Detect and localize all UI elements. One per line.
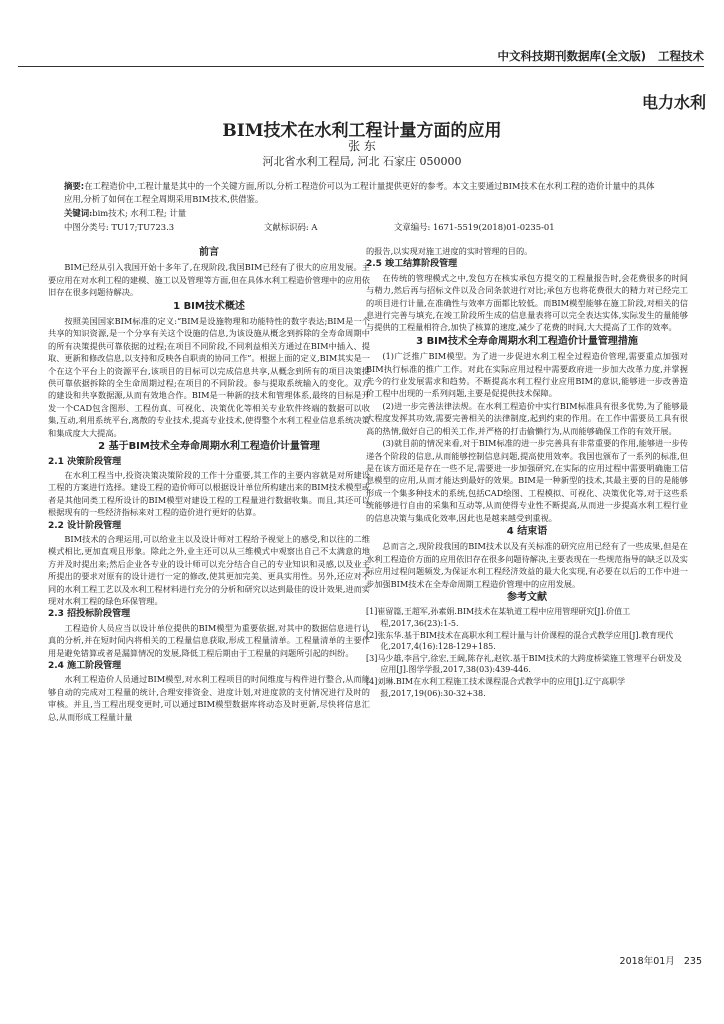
section-2-3-text: 工程造价人员应当以设计单位提供的BIM模型为重要依据,对其中的数据信息进行认真的分析,并在短时间内将相关的工程量信息获取,形成工程量清单。工程量清单的主要作用是避免错算或者是漏算情况的发展,降低工程后期由于工程量的问题所引起的纠纷。: [48, 622, 370, 658]
section-1-heading: 1 BIM技术概述: [173, 300, 245, 312]
reference-item: [1]崔留篇,王超军,孙素娟.BIM技术在某轨道工程中应用管理研究[J].价值工程,2017,36(23):1-5.: [366, 607, 631, 628]
section-3-item-2: (2)进一步完善法律法规。在水利工程造价中实行BIM标准具有很多优势,为了能够最大程度发挥其功效,需要完善相关的法律制度,起到约束的作用。在工作中需要员工具有很高的热情,做好自己的相关工作,并严格的打击偷懒行为,从而能够确保工作的有效开展。: [366, 400, 688, 436]
right-column: [366, 245, 688, 699]
article-meta: [64, 221, 662, 233]
page-footer: [620, 953, 702, 967]
header-rule: [18, 66, 704, 67]
affiliation: 河北省水利工程局, 河北 石家庄 050000: [262, 155, 462, 168]
section-4-text: 总而言之,现阶段我国的BIM技术以及有关标准的研究应用已经有了一些成果,但是在水利工程造价方面的应用依旧存在很多问题待解决,主要表现在一些规范指导的缺乏以及实际应用过程问题频发,为保证水利工程经济效益的最大化实现,有必要在以后的工作中进一步加强BIM技术在全寿命周期工程造价管理中的应用发展。: [366, 541, 688, 589]
references-heading: 参考文献: [507, 591, 547, 603]
section-2-heading: 2 基于BIM技术全寿命周期水利工程造价计量管理: [98, 441, 320, 453]
section-2-4-heading: 2.4 施工阶段管理: [48, 661, 122, 671]
section-3-heading: 3 BIM技术全寿命周期水利工程造价计量管理措施: [416, 335, 638, 347]
issue-date: 2018年01月: [619, 956, 675, 967]
section-3-item-1: (1)广泛推广BIM模型。为了进一步促进水利工程全过程造价管理,需要重点加强对BIM执行标准的推广工作。对此在实际应用过程中需要政府进一步加大改革力度,并掌握先今的行业发展需求和趋势。不断提高水利工程行业应用BIM的意识,能够进一步改善造价工程中出现的一系列问题,主要是促提供技术保障。: [366, 351, 688, 399]
article-number: 文章编号: 1671-5519(2018)01-0235-01: [394, 222, 555, 232]
journal-header: [18, 48, 704, 64]
journal-name: 中文科技期刊数据库(全文版): [497, 49, 646, 63]
section-1-text: 按照美国国家BIM标准的定义:“BIM是设施物理和功能特性的数字表达;BIM是一个共享的知识资源,是一个分享有关这个设施的信息,为该设施从概念到拆除的全寿命周期中的所有决策提供可靠依据的过程;在项目不同阶段,不同利益相关方通过在BIM中插入、提取、更新和修改信息,以支持和反映各自职责的协同工作”。根据上面的定义,BIM其实是一个在这个平台上的资源平台,该项目的目标可以完成信息共享,从概念到所有的项目决策提供可靠依据拆除的全生命周期过程;在项目的不同阶段。参与提取系统输入的变化。双方的建设和共享数据源,从而有效地合作。BIM是一种新的技术和管理体系,最终的目标是开发一个CAD包含图形、工程仿真、可视化、决策优化等相关专业软件终端的数据可以收集,互动,利用系统平台,离散的专业技术,提高专业技术,使得整个水利工程业信息系统决策和集成度大大提高。: [48, 316, 370, 438]
journal-section: 工程技术: [658, 49, 704, 63]
left-column: [48, 245, 370, 723]
section-4-heading: 4 结束语: [506, 525, 548, 537]
section-2-2-text: BIM技术的合理运用,可以给业主以及设计师对工程给予视觉上的感受,和以往的二维模式相比,更加直观且形象。除此之外,业主还可以从三维模式中观察出自己不太满意的地方并及时提出来;然后企业各专业的设计师可以充分结合自己的专业知识和灵感,以及业主所提出的要求对原有的设计进行一定的修改,使其更加完美、更具实用性。另外,还应对不同的水利工程工艺以及水利工程材料进行充分的分析和研究以达到最佳的设计效果,进而实现对水利工程的绿色环保管理。: [48, 533, 370, 606]
column-tag: 电力水利: [641, 93, 706, 112]
abstract: [64, 180, 662, 206]
preface-text: BIM已经从引入我国开始十多年了,在现阶段,我国BIM已经有了很大的应用发展。主要应用在对水利工程的建模、施工以及管理等方面,但在具体水利工程造价管理中的应用依旧存在很多问题待解决。: [48, 262, 370, 298]
keywords-text: bim技术; 水利工程; 计量: [92, 208, 187, 218]
preface-heading: 前言: [199, 247, 219, 258]
section-2-5-text: 在传统的管理模式之中,发包方在核实承包方提交的工程量报告时,会花费很多的时间与精力,然后再与招标文件以及合同条款进行对比;承包方也将花费很大的精力对已经完工的项目进行计量,在准确性与效率方面都比较低。而BIM模型能够在施工阶段,对相关的信息进行完善与填充,在竣工阶段所生成的信息量表将可以完全表达实体,实际发生的量能够与提供的工程量相符合,加快了核算的速度,减少了花费的时间,大大提高了工作的效率。: [366, 272, 688, 333]
page-title: BIM技术在水利工程计量方面的应用: [222, 121, 502, 141]
section-2-3-heading: 2.3 招投标阶段管理: [48, 609, 131, 620]
abstract-text: 在工程造价中,工程计量是其中的一个关键方面,所以,分析工程造价可以为工程计量提供更好的参考。本文主要通过BIM技术在水利工程的造价计量中的具体应用,分析了如何在工程全周期采用BIM技术,供借鉴。: [64, 181, 655, 204]
section-2-5-heading: 2.5 竣工结算阶段管理: [366, 259, 458, 270]
section-3-item-3: (3)就目前的情况来看,对于BIM标准的进一步完善具有非常重要的作用,能够进一步传递各个阶段的信息,从而能够控制信息问题,提高使用效率。我国也颁布了一系列的标准,但是在该方面还是存在一些不足,需要进一步加强研究,在实际的应用过程中需要明确施工信息模型的应用,从而才能达到最好的效果。BIM是一种新型的技术,其最主要的目的是能够形成一个集多种技术的系统,包括CAD绘图、工程模拟、可视化、决策优化等,对于这些系统能够进行自由的采集和互动等,从而使得专业性不断提高,从而进一步提高水利工程行业的信息决策与集成化效率,因此也是越来越受到重视。: [366, 438, 688, 523]
reference-item: [3]马少雄,李昌宁,徐宏,王阔,陈存礼,赵钦.基于BIM技术的大跨度桥梁施工管理平台研发及应用[J].图学学报,2017,38(03):439-446.: [366, 653, 682, 675]
section-2-4-text: 水利工程造价人员通过BIM模型,对水利工程项目的时间维度与构件进行整合,从而能够自动的完成对工程量的统计,合理安排资金、进度计划,对进度款的支付情况进行及时的审核。并且,当工程出现变更时,可以通过BIM模型数据库将动态及时更新,尽快将信息汇总,从而形成工程量计量: [48, 674, 370, 722]
section-2-1-heading: 2.1 决策阶段管理: [48, 456, 122, 467]
section-2-2-heading: 2.2 设计阶段管理: [48, 520, 122, 531]
continued-text: 的报告,以实现对施工进度的实时管理的目的。: [366, 246, 533, 256]
reference-item: [4]刘琳.BIM在水利工程施工技术课程混合式教学中的应用[J].辽宁高职学报,2017,19(06):30-32+38.: [366, 676, 626, 698]
doc-code: 文献标识码: A: [264, 222, 318, 232]
author: 张 东: [348, 139, 376, 153]
section-2-1-text: 在水利工程当中,投资决策决策阶段的工作十分重要,其工作的主要内容就是对所建设工程的方案进行选择。建设工程的造价师可以根据设计单位所构建出来的BIM技术模型或者是其他同类工程所设计的BIM模型对建设工程的工程量进行数据收集。而且,其还可以根据现有的一些经济指标来对工程的造价进行更好的估算。: [48, 469, 370, 518]
keywords: [64, 207, 662, 219]
keywords-label: 关键词:: [64, 208, 93, 218]
reference-item: [2]张东华.基于BIM技术在高职水利工程计量与计价课程的混合式教学应用[J].教育现代化,2017,4(16):128-129+185.: [366, 630, 674, 652]
page-number: 235: [683, 956, 702, 967]
clc-number: 中图分类号: TU17;TU723.3: [64, 222, 175, 232]
abstract-label: 摘要:: [64, 181, 85, 191]
